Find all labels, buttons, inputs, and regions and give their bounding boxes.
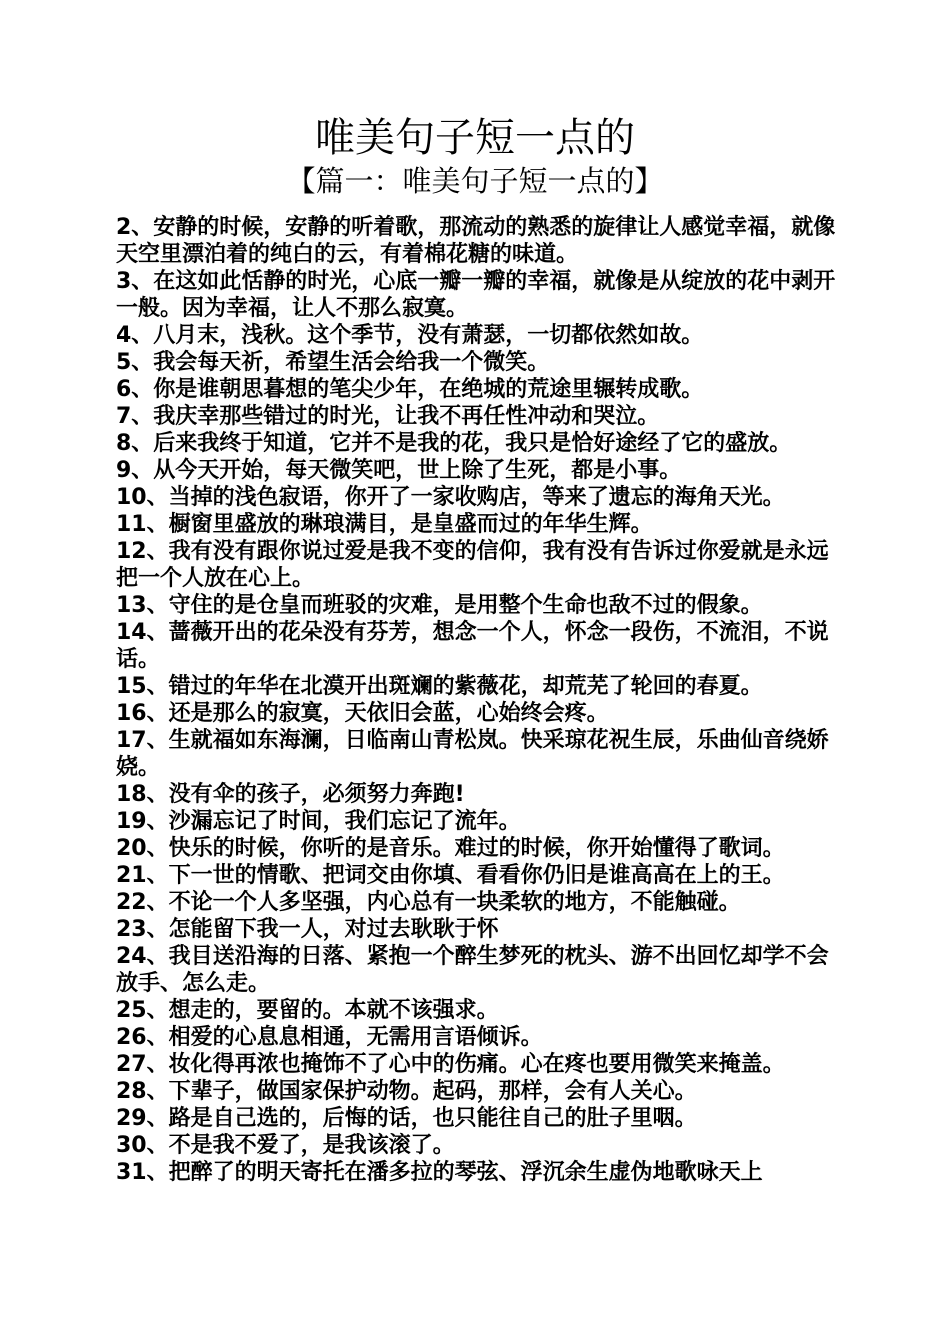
- sentence-list: [116, 214, 838, 1186]
- sentence-item: 20、快乐的时候，你听的是音乐。难过的时候，你开始懂得了歌词。: [116, 836, 785, 861]
- sentence-item: 10、当掉的浅色寂语，你开了一家收购店，等来了遗忘的海角天光。: [116, 485, 785, 510]
- sentence-item: 25、想走的，要留的。本就不该强求。: [116, 998, 499, 1023]
- sentence-item: 19、沙漏忘记了时间，我们忘记了流年。: [116, 809, 521, 834]
- sentence-item: 12、我有没有跟你说过爱是我不变的信仰，我有没有告诉过你爱就是永远把一个人放在心上。: [116, 539, 829, 591]
- sentence-item: 28、下辈子，做国家保护动物。起码，那样，会有人关心。: [116, 1079, 697, 1104]
- sentence-item: 7、我庆幸那些错过的时光，让我不再任性冲动和哭泣。: [116, 404, 660, 429]
- sentence-item: 24、我目送沿海的日落、紧抱一个醉生梦死的枕头、游不出回忆却学不会放手、怎么走。: [116, 944, 829, 996]
- sentence-item: 14、蔷薇开出的花朵没有芬芳，想念一个人，怀念一段伤，不流泪，不说话。: [116, 620, 829, 672]
- page-title: 唯美句子短一点的: [315, 115, 635, 161]
- sentence-item: 15、错过的年华在北漠开出斑斓的紫薇花，却荒芜了轮回的春夏。: [116, 674, 763, 699]
- sentence-item: 13、守住的是仓皇而班驳的灾难，是用整个生命也敌不过的假象。: [116, 593, 763, 618]
- sentence-item: 8、后来我终于知道，它并不是我的花，我只是恰好途经了它的盛放。: [116, 431, 792, 456]
- sentence-item: 23、怎能留下我一人，对过去耿耿于怀: [116, 917, 499, 942]
- sentence-item: 5、我会每天祈，希望生活会给我一个微笑。: [116, 350, 550, 375]
- sentence-item: 22、不论一个人多坚强，内心总有一块柔软的地方，不能触碰。: [116, 890, 741, 915]
- sentence-item: 2、安静的时候，安静的听着歌，那流动的熟悉的旋律让人感觉幸福，就像天空里漂泊着的纯白的云，有着棉花糖的味道。: [116, 215, 836, 267]
- sentence-item: 6、你是谁朝思暮想的笔尖少年，在绝城的荒途里辗转成歌。: [116, 377, 704, 402]
- sentence-item: 9、从今天开始，每天微笑吧，世上除了生死，都是小事。: [116, 458, 682, 483]
- sentence-item: 16、还是那么的寂寞，天依旧会蓝，心始终会疼。: [116, 701, 609, 726]
- section-heading: 【篇一：唯美句子短一点的】: [286, 164, 664, 198]
- sentence-item: 17、生就福如东海澜，日临南山青松岚。快采琼花祝生辰，乐曲仙音绕娇娆。: [116, 728, 829, 780]
- sentence-item: 18、没有伞的孩子，必须努力奔跑!: [116, 782, 465, 807]
- sentence-item: 11、橱窗里盛放的琳琅满目，是皇盛而过的年华生辉。: [116, 512, 653, 537]
- sentence-item: 31、把醉了的明天寄托在潘多拉的琴弦、浮沉余生虚伪地歌咏天上: [116, 1160, 763, 1185]
- sentence-item: 4、八月末，浅秋。这个季节，没有萧瑟，一切都依然如故。: [116, 323, 704, 348]
- sentence-item: 27、妆化得再浓也掩饰不了心中的伤痛。心在疼也要用微笑来掩盖。: [116, 1052, 785, 1077]
- sentence-item: 30、不是我不爱了，是我该滚了。: [116, 1133, 455, 1158]
- sentence-item: 29、路是自己选的，后悔的话，也只能往自己的肚子里咽。: [116, 1106, 697, 1131]
- sentence-item: 3、在这如此恬静的时光，心底一瓣一瓣的幸福，就像是从绽放的花中剥开一般。因为幸福，让人不那么寂寞。: [116, 269, 836, 321]
- sentence-item: 26、相爱的心息息相通，无需用言语倾诉。: [116, 1025, 543, 1050]
- sentence-item: 21、下一世的情歌、把词交由你填、看看你仍旧是谁高高在上的王。: [116, 863, 785, 888]
